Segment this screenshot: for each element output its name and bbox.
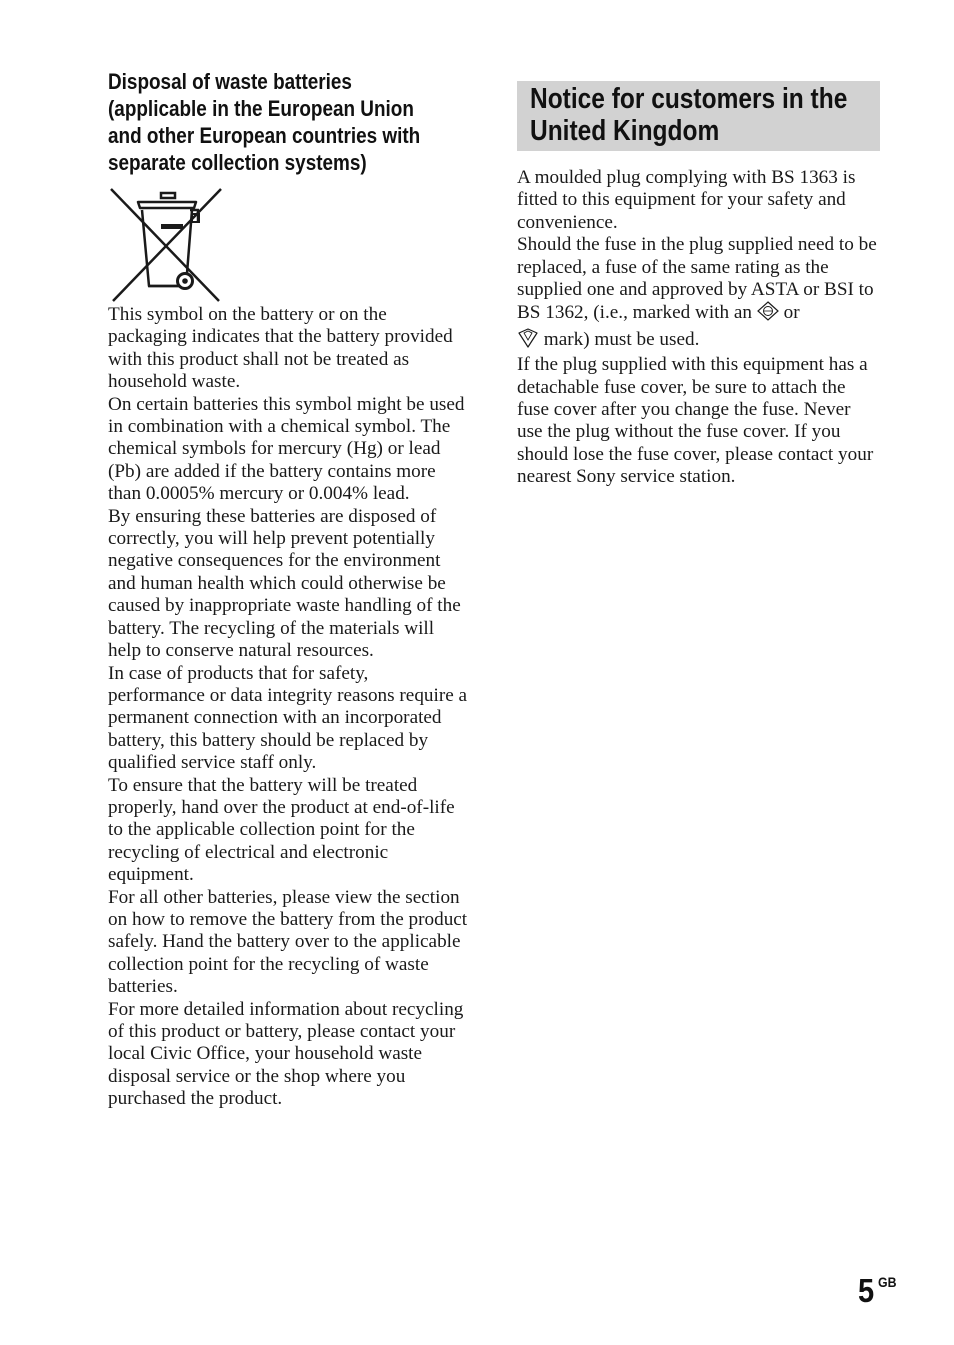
uk-notice-text [517,167,880,489]
crossed-out-wheelie-bin-icon [108,186,224,304]
uk-notice-heading-box [517,81,880,151]
paragraph: For all other batteries, please view the section on how to remove the battery from the product safely. Hand the battery over to the applicable collection point for the recycling of waste batteries. [108,886,468,998]
text-segment: Should the fuse in the plug supplied need to be replaced, a fuse of the same rating as the supplied one and approved by ASTA or BSI to BS 1362, (i.e., marked with an [517,234,877,324]
battery-disposal-heading [108,68,469,176]
battery-disposal-text [108,304,470,1111]
uk-notice-heading [530,83,874,147]
uk-notice-section [517,81,880,489]
page-number-suffix: GB [878,1274,897,1290]
heading-line: Disposal of waste batteries [108,69,352,94]
paragraph: On certain batteries this symbol might be used in combination with a chemical symbol. The chemical symbols for mercury (Hg) or lead (Pb) are added if the battery contains more than 0.0005% mercury or 0.004% lead. [108,393,465,505]
page-number-value: 5 [858,1272,875,1309]
paragraph: A moulded plug complying with BS 1363 is fitted to this equipment for your safety and convenience. [517,167,856,233]
page-number [858,1271,897,1311]
paragraph: To ensure that the battery will be treated properly, hand over the product at end-of-life to the applicable collection point for the recycling of electrical and electronic equipment. [108,774,455,886]
bsi-kitemark-icon [517,328,539,354]
paragraph: By ensuring these batteries are disposed of correctly, you will help prevent potentially negative consequences for the environment and human health which could otherwise be caused by inappropriate waste handling of the battery. The recycling of the materials will help to conserve natural resources. [108,505,461,662]
battery-disposal-section [108,68,470,1111]
heading-line: and other European countries with [108,123,421,148]
paragraph: This symbol on the battery or on the packaging indicates that the battery provided with this product shall not be treated as household waste. [108,304,453,393]
heading-line: separate collection systems) [108,150,367,175]
heading-line: (applicable in the European Union [108,96,414,121]
text-segment: mark) must be used. [543,328,700,350]
heading-line: Notice for customers in the [530,83,848,115]
text-segment: or [783,302,800,324]
paragraph [517,234,880,354]
heading-line: United Kingdom [530,115,720,147]
paragraph: If the plug supplied with this equipment has a detachable fuse cover, be sure to attach the fuse cover after you change the fuse. Never use the plug without the fuse cover. If you should lose the fuse cover, please contact your nearest Sony service station. [517,354,874,488]
paragraph: In case of products that for safety, performance or data integrity reasons require a permanent connection with an incorporated battery, this battery should be replaced by qualified service staff only. [108,662,468,774]
paragraph: For more detailed information about recycling of this product or battery, please contact your local Civic Office, your household waste disposal service or the shop where you purchased the product. [108,998,464,1110]
asta-mark-icon [757,301,779,327]
